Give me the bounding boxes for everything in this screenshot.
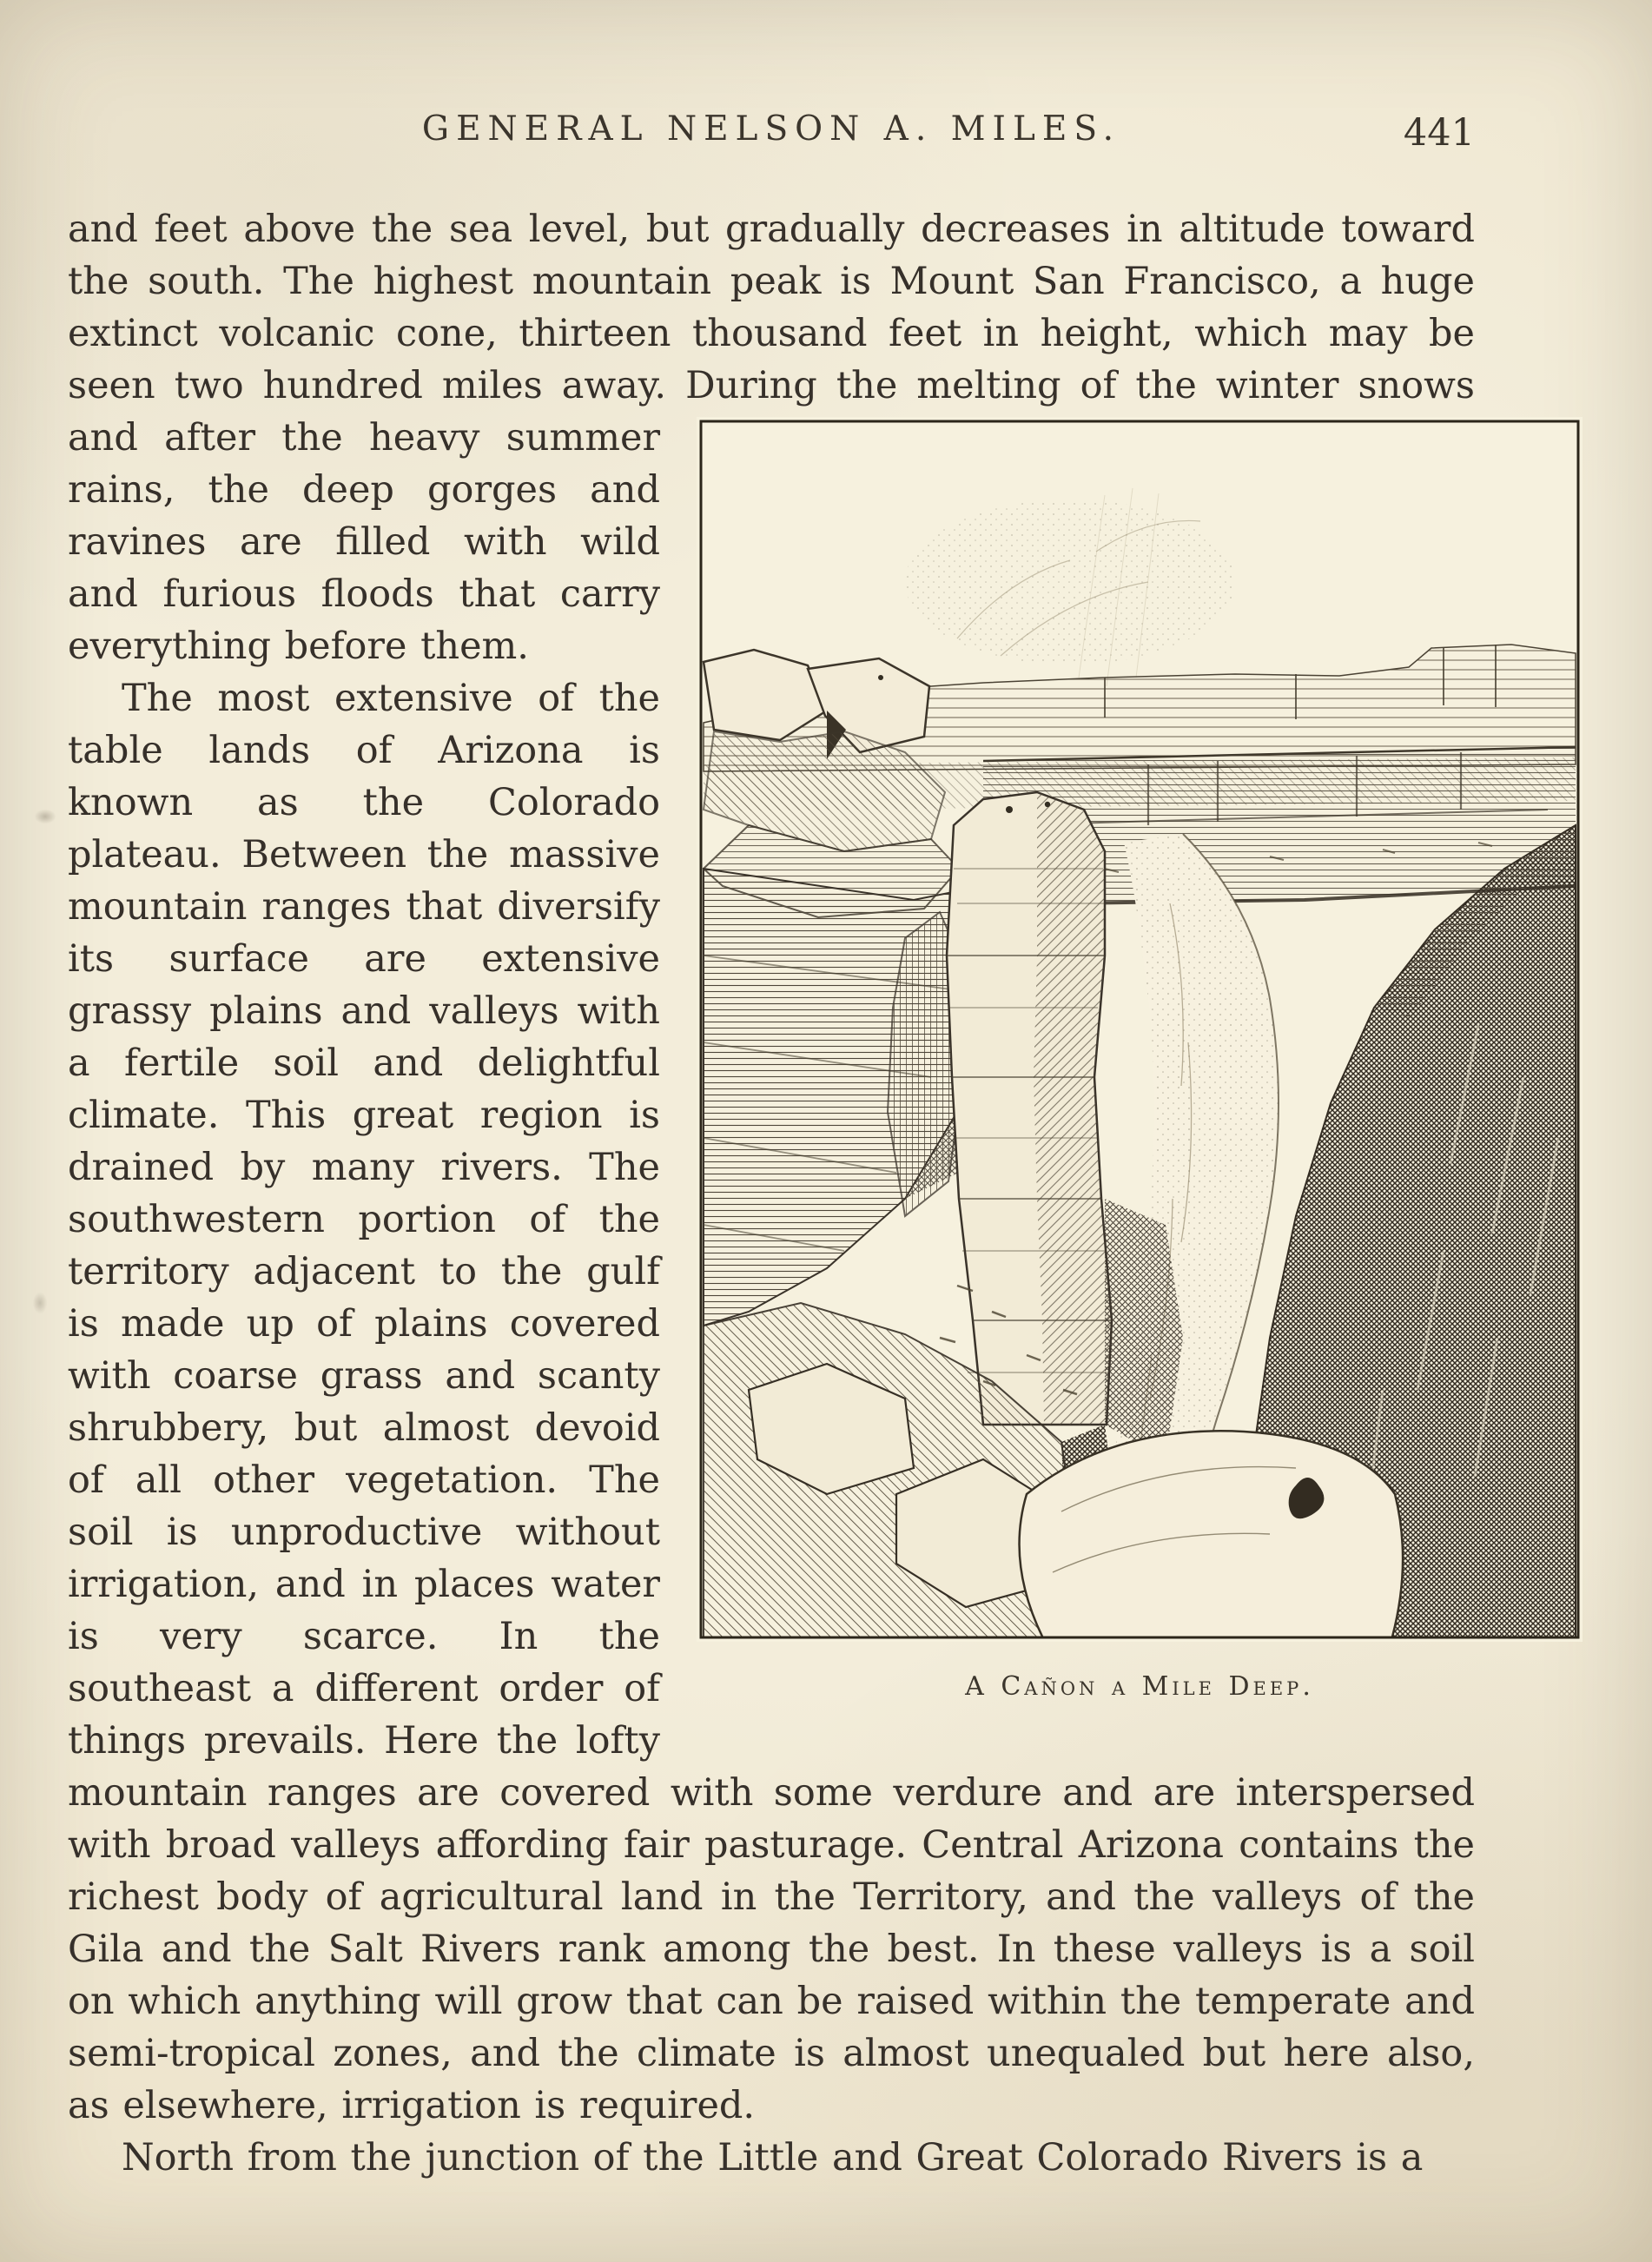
paragraph-arizona-tablelands: The most extensive of the table lands of Arizona is known as the Colorado plateau. Between the massive mountain ranges that diversify its surface are extensive grassy plains and valleys with a fertile soil and delightful climate. This great region is drained by many rivers. The southwestern portion of the territory adjacent to the gulf is made up of plains covered with coarse grass and scanty shrubbery, but almost devoid of all other vegetation. The soil is unproductive without irrigation, and in places water is very scarce. In the southeast a different order of things prevails. Here the lofty mountain ranges are covered with some verdure and are interspersed with broad valleys affording fair pasturage. Central Arizona contains the richest body of agricultural land in the Territory, and the valleys of the Gila and the Salt Rivers rank among the best. In these valleys is a soil on which anything will grow that can be raised within the temperate and semi-tropical zones, and the climate is almost unequaled but here also, as elsewhere, irrigation is required. bbox=[68, 677, 1475, 2127]
running-header-title: GENERAL NELSON A. MILES. bbox=[421, 109, 1121, 149]
paragraph-text-before-figure: and feet above the sea level, but gradually decreases in altitude toward the south. The highest mountain peak is Mount San Francisco, a huge extinct volcanic cone, thirteen thousand feet in height, which may be seen two hundred miles away. During the melting of the winter snows and bbox=[68, 208, 1475, 460]
canyon-engraving-illustration bbox=[697, 417, 1583, 1642]
page-body bbox=[68, 203, 1475, 2184]
page-header bbox=[68, 109, 1475, 155]
page-number: 441 bbox=[1403, 111, 1475, 155]
illustration-caption: A Cañon a Mile Deep. bbox=[965, 1671, 1314, 1702]
paragraph-colorado-junction: North from the junction of the Little and Great Colorado Rivers is a bbox=[122, 2136, 1424, 2179]
canyon-illustration-figure bbox=[697, 417, 1583, 1713]
paragraph-text-after-figure: after the heavy summer rains, the deep gorges and ravines are filled with wild and furious floods that carry everything before them. bbox=[68, 416, 661, 668]
